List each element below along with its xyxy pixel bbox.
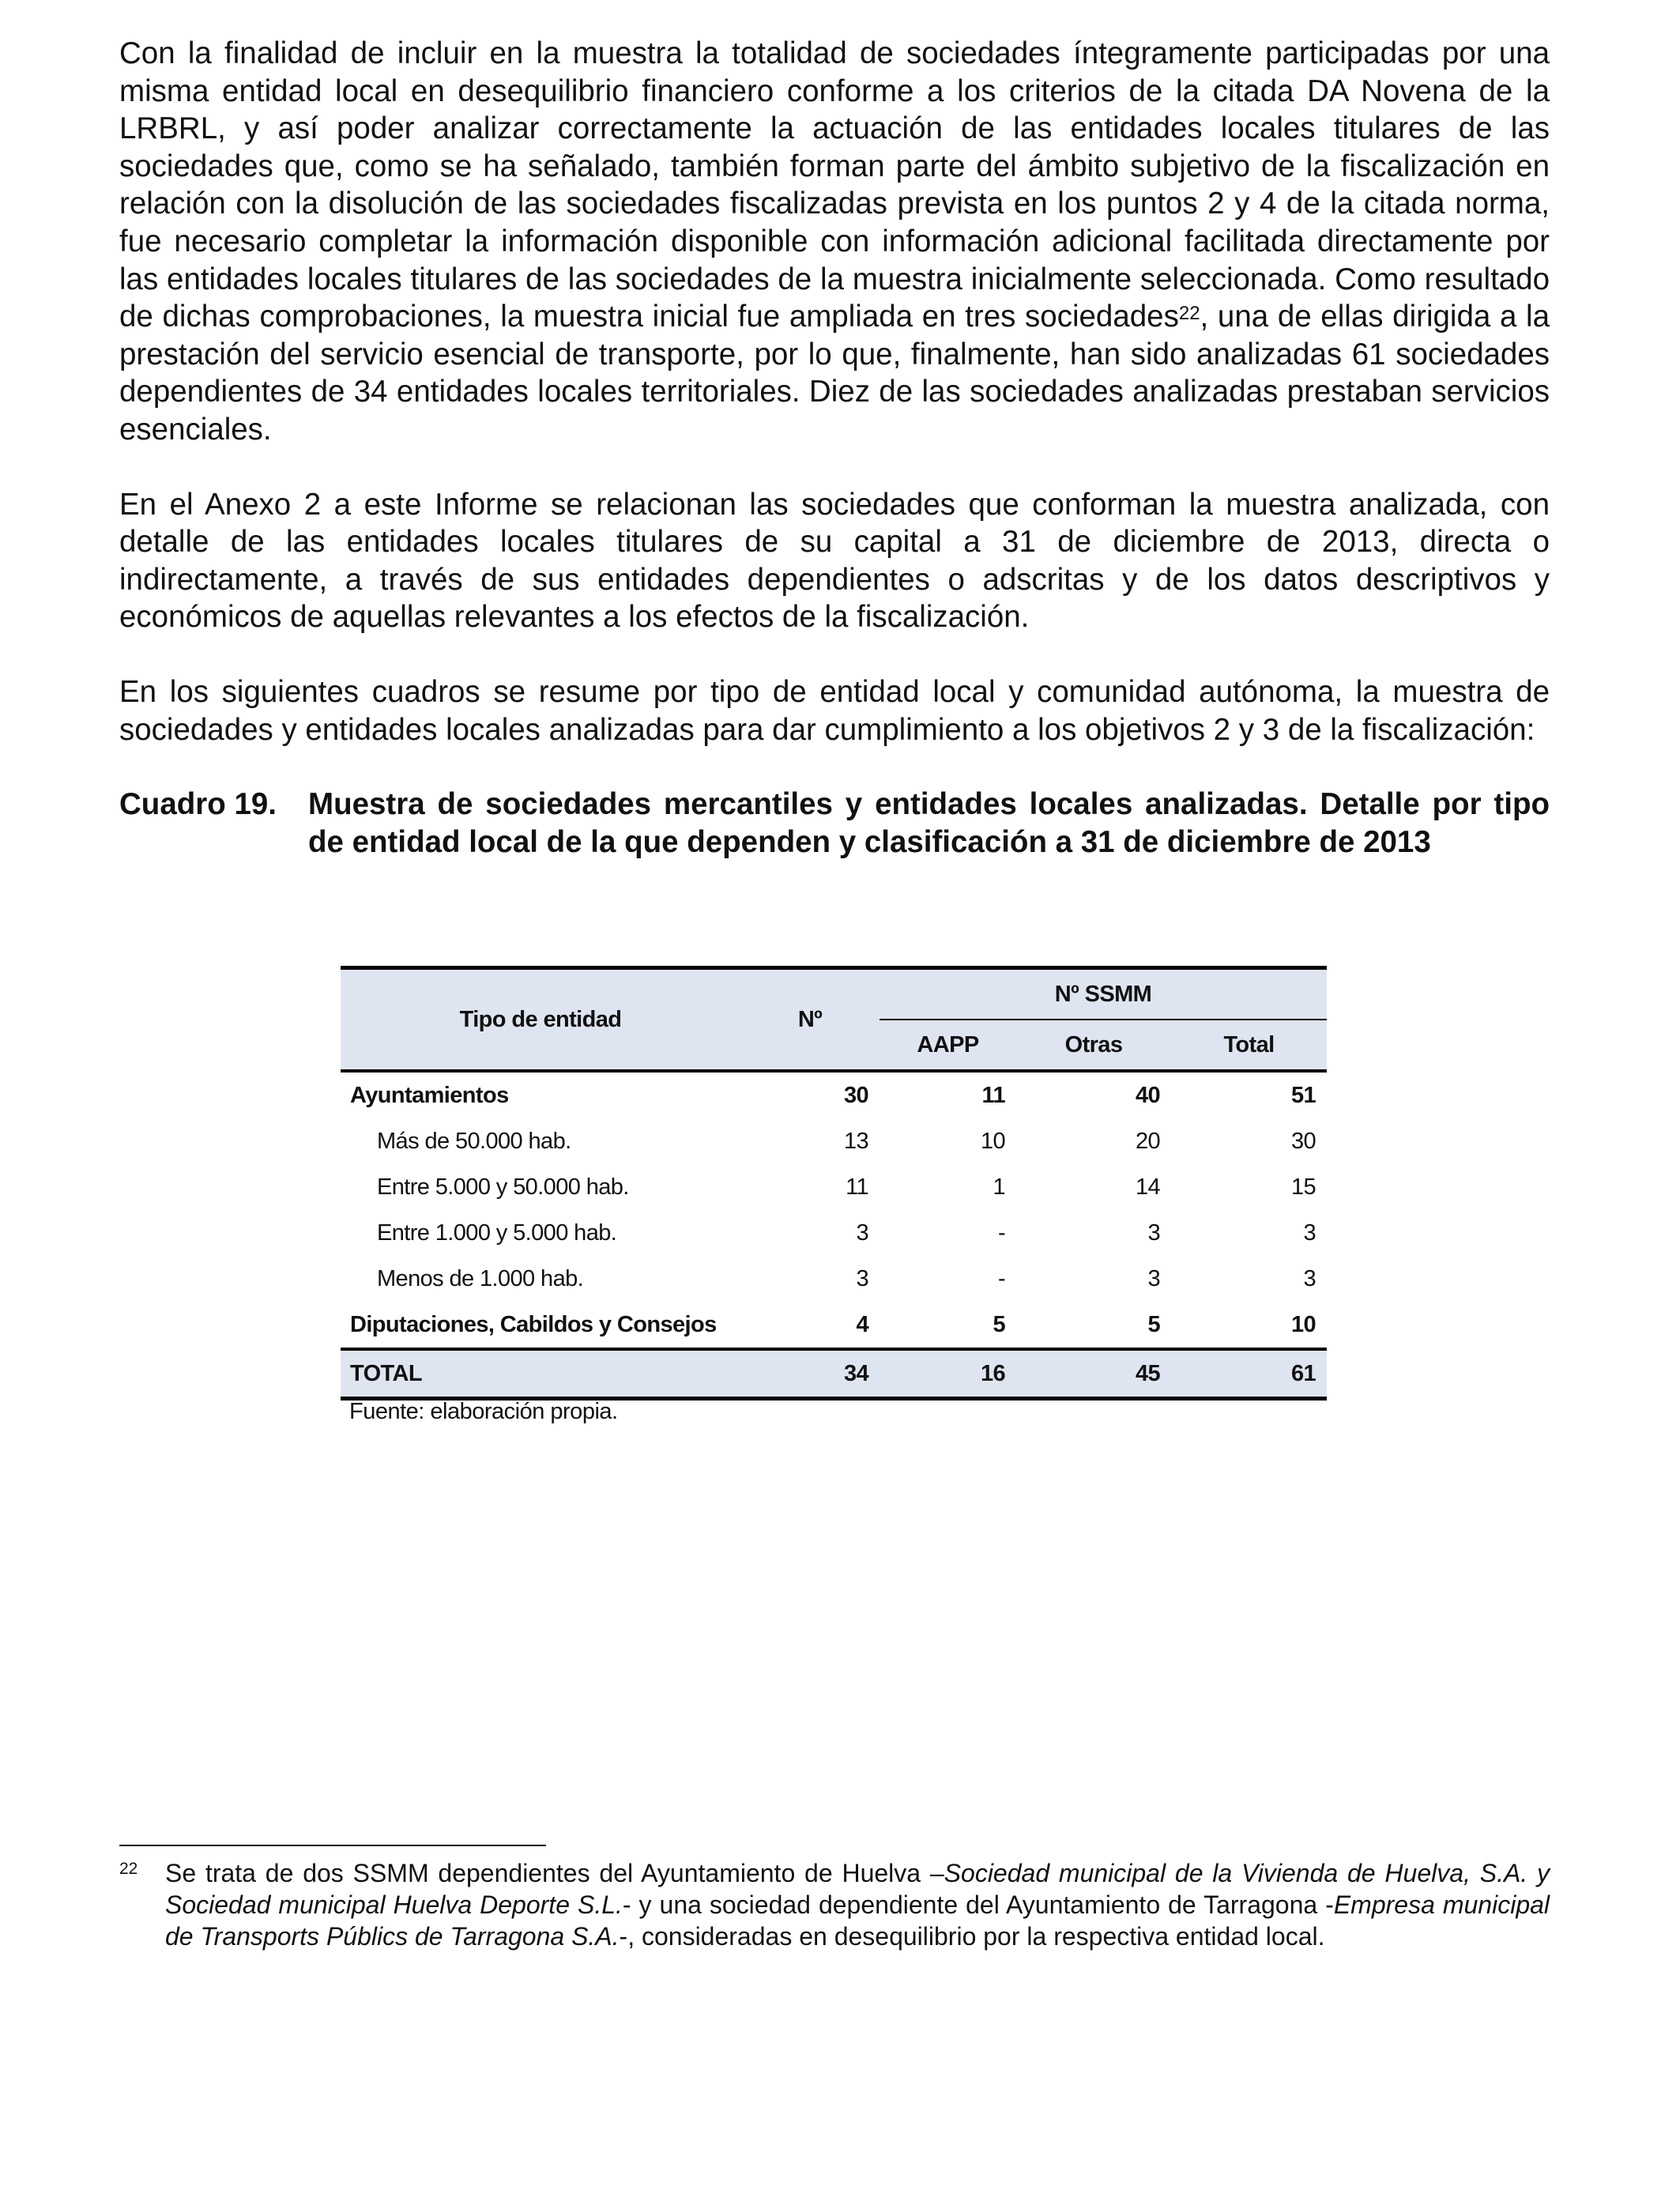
footnote-company-names: Sociedad municipal de la Vivienda de Huelva, S.A. y Sociedad municipal Huelva Deporte S.L. [165, 1859, 1550, 1919]
col-header-tipo: Tipo de entidad [341, 968, 740, 1072]
col-header-total: Total [1171, 1020, 1327, 1071]
cell-total: 3 [1303, 1220, 1316, 1246]
table-total-row [341, 1349, 1327, 1399]
total-total: 61 [1171, 1349, 1327, 1399]
cell-otras: 40 [1135, 1082, 1160, 1108]
cell-n: 13 [843, 1128, 868, 1154]
total-otras: 45 [1016, 1349, 1171, 1399]
cell-otras: 3 [1147, 1220, 1160, 1246]
cell-total: 15 [1290, 1174, 1316, 1200]
col-header-group-ssmm: Nº SSMM [880, 968, 1327, 1020]
cell-total: 3 [1303, 1265, 1316, 1291]
footnote-text [165, 1857, 1550, 1952]
caption-label: Cuadro 19. [119, 787, 277, 822]
footnote [119, 1857, 1550, 1952]
cell-aapp: - [997, 1265, 1005, 1291]
cell-aapp: 11 [981, 1082, 1005, 1108]
cell-otras: 3 [1147, 1265, 1160, 1291]
footnote-separator [119, 1845, 546, 1846]
footnote-part: Se trata de dos SSMM dependientes del Ayuntamiento de Huelva – [165, 1859, 944, 1887]
table-row [341, 1256, 1327, 1302]
table-row [341, 1302, 1327, 1349]
document-body [119, 35, 1550, 861]
table-row [341, 1071, 1327, 1118]
cell-n: 30 [843, 1082, 868, 1108]
row-label: Ayuntamientos [350, 1082, 509, 1108]
row-label: Diputaciones, Cabildos y Consejos [350, 1311, 717, 1337]
paragraph-1-text-cont: , una de ellas dirigida a la prestación del servicio esencial de transporte, por lo que, finalmente, han sido analizadas 61 sociedades dependientes de 34 entidades locales territoriales. Diez de las sociedades analizadas prestaban servicios esenciales. [119, 300, 1550, 447]
paragraph-sample-expansion [119, 35, 1550, 449]
col-header-aapp: AAPP [880, 1020, 1016, 1071]
cell-otras: 5 [1147, 1311, 1160, 1337]
footnote-company-name: Empresa municipal de Transports Públics de Tarragona S.A. [165, 1891, 1550, 1951]
row-label: Entre 1.000 y 5.000 hab. [377, 1220, 617, 1246]
table-caption [119, 786, 1550, 861]
cell-total: 10 [1290, 1311, 1316, 1337]
table-row [341, 1210, 1327, 1256]
cell-aapp: - [997, 1220, 1005, 1246]
total-n: 34 [740, 1349, 880, 1399]
cell-aapp: 5 [993, 1311, 1005, 1337]
cell-total: 51 [1290, 1082, 1316, 1108]
caption-text: Muestra de sociedades mercantiles y entidades locales analizadas. Detalle por tipo de entidad local de la que dependen y clasificación a 31 de diciembre de 2013 [308, 787, 1550, 859]
cell-n: 3 [856, 1220, 868, 1246]
row-label: Más de 50.000 hab. [377, 1128, 571, 1154]
cell-aapp: 1 [993, 1174, 1005, 1200]
footnote-reference[interactable]: 22 [1178, 303, 1200, 325]
footnote-number: 22 [119, 1860, 138, 1878]
cell-n: 3 [856, 1265, 868, 1291]
col-header-otras: Otras [1016, 1020, 1171, 1071]
cell-otras: 20 [1135, 1128, 1160, 1154]
cell-otras: 14 [1135, 1174, 1160, 1200]
table-row [341, 1164, 1327, 1210]
table-source: Fuente: elaboración propia. [349, 1399, 618, 1424]
total-aapp: 16 [880, 1349, 1016, 1399]
table-row [341, 1118, 1327, 1164]
table-header-row [341, 968, 1327, 1020]
paragraph-summary-intro: En los siguientes cuadros se resume por tipo de entidad local y comunidad autónoma, la muestra de sociedades y entidades locales analizadas para dar cumplimiento a los objetivos 2 y 3 de la fiscalización: [119, 674, 1550, 747]
cell-aapp: 10 [980, 1128, 1005, 1154]
cell-n: 4 [856, 1311, 868, 1337]
col-header-n: Nº [740, 968, 880, 1072]
footnote-part: -, consideradas en desequilibrio por la respectiva entidad local. [619, 1922, 1325, 1951]
cell-total: 30 [1290, 1128, 1316, 1154]
cell-n: 11 [846, 1174, 868, 1200]
sample-table [341, 966, 1327, 1400]
row-label: Menos de 1.000 hab. [377, 1265, 584, 1291]
total-label: TOTAL [341, 1349, 740, 1399]
footnote-part: - y una sociedad dependiente del Ayuntamiento de Tarragona - [622, 1891, 1334, 1919]
paragraph-annex: En el Anexo 2 a este Informe se relacionan las sociedades que conforman la muestra analizada, con detalle de las entidades locales titulares de su capital a 31 de diciembre de 2013, directa o indirectamente, a través de sus entidades dependientes o adscritas y de los datos descriptivos y económicos de aquellas relevantes a los efectos de la fiscalización. [119, 487, 1550, 635]
row-label: Entre 5.000 y 50.000 hab. [377, 1174, 629, 1200]
paragraph-1-text: Con la finalidad de incluir en la muestra la totalidad de sociedades íntegramente participadas por una misma entidad local en desequilibrio financiero conforme a los criterios de la citada DA Novena de la LRBRL, y así poder analizar correctamente la actuación de las entidades locales titulares de las sociedades que, como se ha señalado, también forman parte del ámbito subjetivo de la fiscalización en relación con la disolución de las sociedades fiscalizadas prevista en los puntos 2 y 4 de la citada norma, fue necesario completar la información disponible con información adicional facilitada directamente por las entidades locales titulares de las sociedades de la muestra inicialmente seleccionada. Como resultado de dichas comprobaciones, la muestra inicial fue ampliada en tres sociedades [119, 36, 1550, 334]
